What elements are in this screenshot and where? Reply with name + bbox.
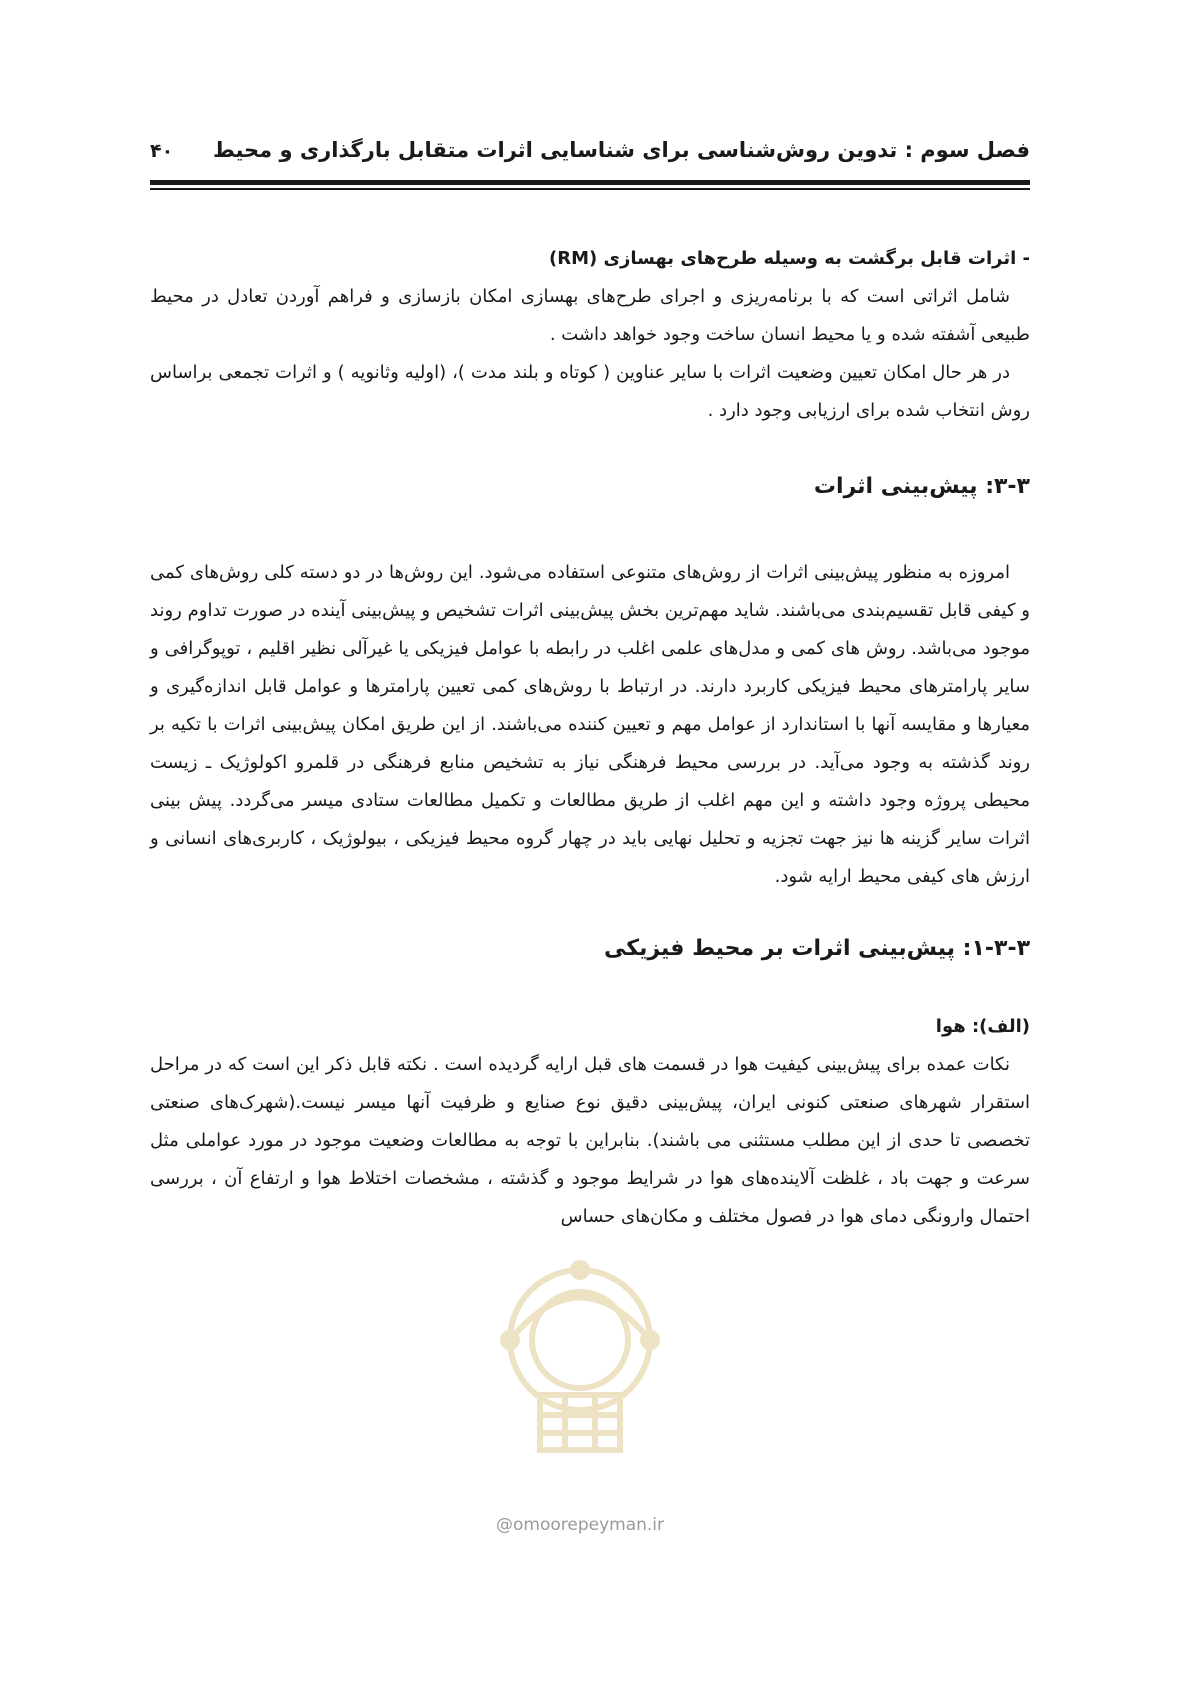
- rm-heading: - اثرات قابل برگشت به وسیله طرح‌های بهسازی (RM): [548, 248, 1030, 269]
- section-3-3-paragraph: امروزه به منظور پیش‌بینی اثرات از روش‌های متنوعی استفاده می‌شود. این روش‌ها در دو دسته کلی روش‌های کمی و کیفی قابل تقسیم‌بندی می‌باشند. شاید مهم‌ترین بخش پیش‌بینی اثرات تشخیص و پیش‌بینی آینده در صورت تداوم روند موجود می‌باشد. روش های کمی و مدل‌های علمی اغلب در رابطه با عوامل فیزیکی یا غیرآلی نظیر اقلیم ، توپوگرافی و سایر پارامترهای محیط فیزیکی کاربرد دارند. در ارتباط با روش‌های کمی تعیین پارامترها و عوامل قابل اندازه‌گیری و معیارها و مقایسه آنها با استاندارد از عوامل مهم و تعیین کننده می‌باشند. از این طریق امکان پیش‌بینی اثرات با تکیه بر روند گذشته به وجود می‌آید. در بررسی محیط فرهنگی نیاز به تشخیص منابع فرهنگی در قلمرو اکولوژیک ـ زیست محیطی پروژه وجود داشته و این مهم اغلب از طریق مطالعات و تکمیل مطالعات ستادی میسر می‌گردد. پیش بینی اثرات سایر گزینه ها نیز جهت تجزیه و تحلیل نهایی باید در چهار گروه محیط فیزیکی ، بیولوژیک ، کاربری‌های انسانی و ارزش های کیفی محیط ارایه شود.: [150, 562, 1030, 887]
- air-paragraph: نکات عمده برای پیش‌بینی کیفیت هوا در قسمت های قبل ارایه گردیده است . نکته قابل ذکر این است که در مراحل استقرار شهرهای صنعتی کنونی ایران، پیش‌بینی دقیق نوع صنایع و ظرفیت آنها میسر نیست.(شهرک‌های صنعتی تخصصی تا حدی از این مطلب مستثنی می باشند). بنابراین با توجه به مطالعات وضعیت موجود در مورد عواملی مثل سرعت و جهت باد ، غلظت آلاینده‌های هوا در شرایط موجود و گذشته ، مشخصات اختلاط هوا و ارتفاع آن ، بررسی احتمال وارونگی دمای هوا در فصول مختلف و مکان‌های حساس: [150, 1054, 1030, 1227]
- page-number: ۴۰: [150, 140, 174, 162]
- rm-paragraph: شامل اثراتی است که با برنامه‌ریزی و اجرای طرح‌های بهسازی امکان بازسازی و فراهم آوردن تعادل در محیط طبیعی آشفته شده و یا محیط انسان ساخت وجود خواهد داشت .: [150, 286, 1030, 345]
- running-header: [150, 138, 1030, 178]
- header-rule-thick: [150, 180, 1030, 185]
- watermark-logo: [470, 1245, 690, 1475]
- chapter-title: فصل سوم : تدوین روش‌شناسی برای شناسایی اثرات متقابل بارگذاری و محیط: [212, 138, 1030, 162]
- summary-paragraph: در هر حال امکان تعیین وضعیت اثرات با سایر عناوین ( کوتاه و بلند مدت )، (اولیه وثانویه ) و اثرات تجمعی براساس روش انتخاب شده برای ارزیابی وجود دارد .: [150, 362, 1030, 421]
- air-heading: (الف): هوا: [935, 1016, 1030, 1037]
- main-content: [150, 240, 1030, 1236]
- header-rule-thin: [150, 188, 1030, 190]
- section-3-3-heading: ۳-۳: پیش‌بینی اثرات: [813, 474, 1030, 499]
- section-3-3-1-heading: ۱-۳-۳: پیش‌بینی اثرات بر محیط فیزیکی: [604, 936, 1030, 961]
- watermark-text: @omoorepeyman.ir: [495, 1515, 665, 1535]
